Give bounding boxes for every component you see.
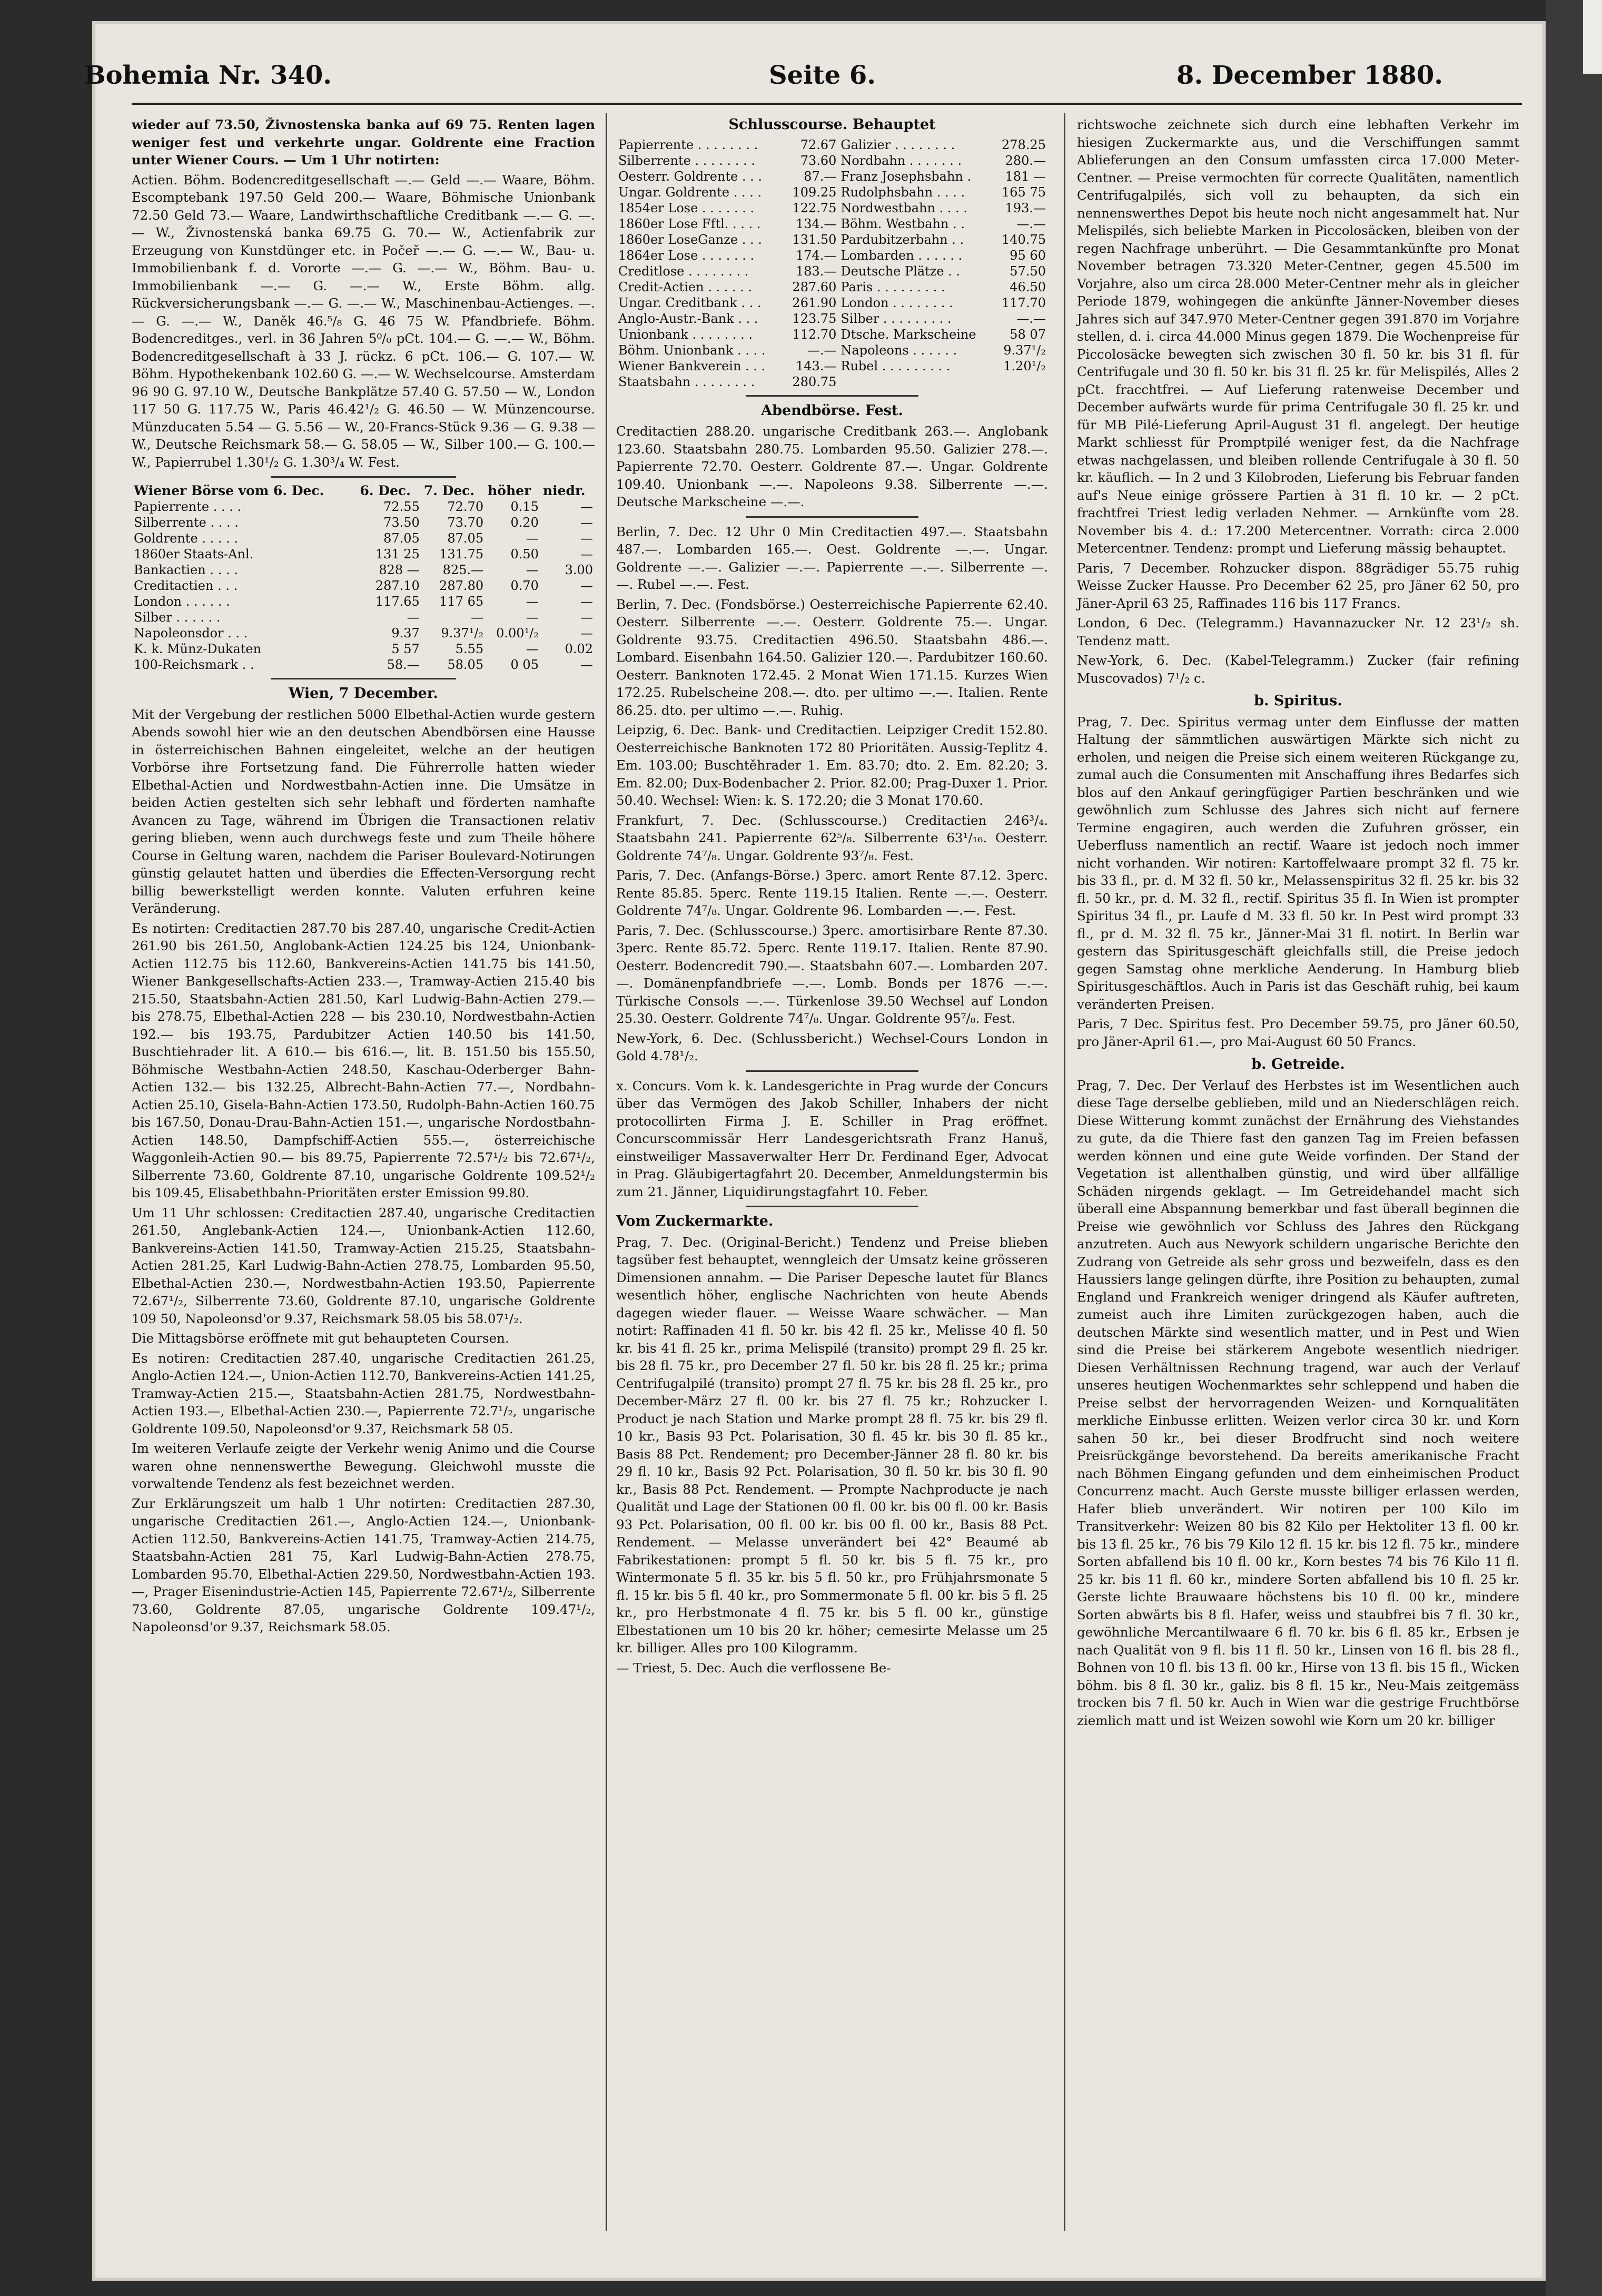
berlin-report-2: Berlin, 7. Dec. (Fondsbörse.) Oesterreichische Papierrente 62.40. Oesterr. Silberrente —.—. Oesterr. Goldrente 75.—. Ungar. Goldrente 93.75. Creditactien 496.50. Staatsbahn 486.—. Lombard. Eisenbahn 164.50. Galizier 120.—. Pardubitzer 160.60. Oesterr. Banknoten 172.45. 2 Monat Wien 171.15. Kurzes Wien 172.25. Rubelscheine 208.—. dto. per ultimo —.—. Italien. Rente 86.25. dto. per ultimo —.—. Ruhig. [616,596,1048,718]
column-3 [1077,116,1519,1731]
header-rule [132,103,1522,105]
divider [746,1206,918,1207]
table-row: Ungar. Goldrente . . . . 109.25 Rudolphsbahn . . . . 165 75 [618,184,1046,200]
triest-report: — Triest, 5. Dec. Auch die verflossene Be- [616,1660,891,1676]
mittag-quotes: Es notiren: Creditactien 287.40, ungarische Creditactien 261.25, Anglo-Actien 124.—, Union-Actien 112.70, Bankvereins-Actien 141.25, Tramway-Actien 215.—, Staatsbahn-Actien 281.75, Nordwestbahn-Actien 193.—, Elbethal-Actien 230.—, Papierrente 72.7¹/₂, ungarische Goldrente 109.50, Napoleonsd'or 9.37, Reichsmark 58 05. [132,1350,595,1436]
schlusscourse-heading: Schlusscourse. Behauptet [728,116,936,133]
paris-zucker: Paris, 7 December. Rohzucker dispon. 88grädiger 55.75 ruhig Weisse Zucker Hausse. Pro December 62 25, pro Jäner 62 50, pro Jäner-April 63 25, Raffinades 116 bis 117 Francs. [1077,560,1519,611]
schlusscourse-table [616,137,1048,390]
concurs-notice: x. Concurs. Vom k. k. Landesgerichte in Prag wurde der Concurs über das Vermögen des Jakob Schiller, Inhabers der nicht protocollirten Firma J. E. Schiller in Prag eröffnet. Concurscommissär Herr Landesgerichtsrath Franz Hanuš, einstweiliger Massaverwalter Herr Dr. Ferdinand Eger, Advocat in Prag. Gläubigertagfahrt 20. December, Anmeldungstermin bis zum 21. Jänner, Liquidirungstagfahrt 10. Feber. [616,1078,1048,1199]
london-zucker: London, 6 Dec. (Telegramm.) Havannazucker Nr. 12 23¹/₂ sh. Tendenz matt. [1077,615,1519,648]
leipzig-report: Leipzig, 6. Dec. Bank- und Creditactien. Leipziger Credit 152.80. Oesterreichische Banknoten 172 80 Prioritäten. Aussig-Teplitz 4. Em. 103.00; Buschtěhrader 1. Em. 83.70; dto. 2. Em. 82.20; 3. Em. 82.00; Dux-Bodenbacher 2. Prior. 82.00; Prag-Duxer 1. Prior. 50.40. Wechsel: Wien: k. S. 172.20; die 3 Monat 170.60. [616,722,1048,808]
column-divider [1064,113,1065,2231]
table-row: 1860er LoseGanze . . . 131.50 Pardubitzerbahn . . 140.75 [618,232,1046,247]
table-row: Bankactien . . . . 828 — 825.— — 3.00 [134,563,593,577]
paris-spiritus: Paris, 7 Dec. Spiritus fest. Pro December 59.75, pro Jäner 60.50, pro Jäner-April 61.—, pro Mai-August 60 50 Francs. [1077,1016,1519,1049]
berlin-report-1: Berlin, 7. Dec. 12 Uhr 0 Min Creditactien 497.—. Staatsbahn 487.—. Lombarden 165.—. Oest. Goldrente —.—. Ungar. Goldrente —.—. Galizier —.—. Papierrente —.—. Silberrente —.—. Rubel —.—. Fest. [616,524,1048,592]
table-row: 100-Reichsmark . . 58.— 58.05 0 05 — [134,657,593,672]
wiener-boerse-table: Wiener Börse vom 6. Dec. 6. Dec. 7. Dec. höher niedr. Papierrente . . . . 72.55 72.70 0.15 — Silberrente . . . . 73.50 73.70 0.20 — Goldrente . . . . . 87.05 87.05 — — 1860er Staats-Anl. 131 25 131.75 0.50 — Bankactien . . . . 828 — 825.— — 3.00 Creditactien . . . 287.10 287.80 0.70 — London . . . . . . 117.65 117 65 — — Silber . . . . . . — — — — Napoleonsdor . . . 9.37 9.37¹/₂ 0.00¹/₂ — K. k. Münz-Dukaten 5 57 5.55 — 0.02 100-Reichsmark . . 58.— 58.05 0 05 — [132,483,595,673]
weiter-report: Im weiteren Verlaufe zeigte der Verkehr wenig Animo und die Course waren ohne nennenswerthe Bewegung. Gleichwohl musste die vorwaltende Tendenz als fest bezeichnet werden. [132,1441,595,1491]
header-page-number: Seite 6. [769,61,876,90]
halb-report: Zur Erklärungszeit um halb 1 Uhr notirten: Creditactien 287.30, ungarische Creditactien 261.—, Anglo-Actien 124.—, Unionbank-Actien 112.50, Bankvereins-Actien 141.75, Tramway-Actien 214.75, Staatsbahn-Actien 281 75, Karl Ludwig-Bahn-Actien 278.75, Lombarden 95.70, Elbethal-Actien 229.50, Nordwestbahn-Actien 193.—, Prager Eisenindustrie-Actien 145, Papierrente 72.67¹/₂, Silberrente 73.60, Goldrente 87.05, ungarische Goldrente 109.47¹/₂, Napoleonsd'or 9.37, Reichsmark 58.05. [132,1495,595,1634]
table-row: Creditactien . . . 287.10 287.80 0.70 — [134,578,593,593]
newyork-report: New-York, 6. Dec. (Schlussbericht.) Wechsel-Cours London in Gold 4.78¹/₂. [616,1030,1048,1063]
getreide-report: Prag, 7. Dec. Der Verlauf des Herbstes ist im Wesentlichen auch diese Tage derselbe geblieben, mild und an Niederschlägen reich. Diese Witterung kommt zunächst der Ernährung des Viehstandes zu gute, da die Thiere fast den ganzen Tag im Freien befassen werden können und eine gute Weide vorfinden. Der Stand der Vegetation ist allenthalben günstig, und wird über allfällige Schäden nirgends geklagt. — Im Getreidehandel macht sich überall eine Abspannung bemerkbar und fast überall beginnen die Preise wie gewöhnlich vor Schluss des Jahres den Rückgang anzutreten. Auch aus Newyork schildern ungarische Berichte den Zudrang von Getreide als sehr gross und bezweifeln, dass es den Haussiers lange gelingen dürfte, ihre Position zu behaupten, zumal England und Frankreich weniger dringend als Käufer auftreten, zumeist auch ihre Limiten zurückgezogen haben, auch die deutschen Märkte sind wesentlich matter, und in Pest und Wien sind die Preise bei stärkerem Angebote wesentlich niedriger. Diesen Verhältnissen Rechnung tragend, war auch der Verlauf unseres heutigen Wochenmarktes sehr schleppend und haben die Preise selbst der hervorragenden Weizen- und Kornqualitäten merkliche Einbusse erlitten. Weizen verlor circa 30 kr. und Korn sahen 50 kr., bei dieser Brodfrucht sind noch weitere Preisrückgänge bevorstehend. Da bereits amerikanische Fracht nach Böhmen Eingang gefunden und dem einheimischen Product Concurrenz macht. Auch Gerste musste billiger erlassen werden, Hafer blieb unverändert. Wir notiren per 100 Kilo im Transitverkehr: Weizen 80 bis 82 Kilo per Hektoliter 13 fl. 00 kr. bis 13 fl. 25 kr., 76 bis 79 Kilo 12 fl. 15 kr. bis 12 fl. 75 kr., mindere Sorten abfallend bis 10 fl. 00 kr., Korn bestes 74 bis 76 Kilo 11 fl. 25 kr. bis 11 fl. 60 kr., mindere Sorten abfallend bis 10 fl. 25 kr. Gerste lichte Brauwaare höchstens bis 10 fl. 00 kr., mindere Sorten abwärts bis 8 fl. Hafer, weiss und staubfrei bis 7 fl. 30 kr., gewöhnliche Mercantilwaare 6 fl. 70 kr. bis 6 fl. 85 kr., Erbsen je nach Qualität von 9 fl. bis 11 fl. 50 kr., Linsen von 16 fl. bis 28 fl., Bohnen von 10 fl. bis 13 fl. 00 kr., Hirse von 13 fl. bis 15 fl., Wicken böhm. bis 8 fl. 30 kr., galiz. bis 8 fl. 15 kr., Neu-Mais zeitgemäss trocken bis 7 fl. 50 kr. Auch in Wien war die gestrige Fruchtbörse ziemlich matt und ist Weizen sowohl wie Korn um 20 kr. billiger [1077,1077,1519,1728]
table-row: Anglo-Austr.-Bank . . . 123.75 Silber . . . . . . . . . —.— [618,311,1046,326]
table-row: 1860er Lose Fftl. . . . . 134.— Böhm. Westbahn . . —.— [618,216,1046,231]
table-row: Papierrente . . . . . . . . 72.67 Galizier . . . . . . . . 278.25 [618,137,1046,152]
spiritus-heading: b. Spiritus. [1254,693,1342,709]
zuckermarkt-report: Prag, 7. Dec. (Original-Bericht.) Tendenz und Preise blieben tagsüber fest behauptet, wenngleich der Umsatz keine grösseren Dimensionen annahm. — Die Pariser Depesche lautet für Blancs wesentlich höher, englische Nachrichten von heute Abends dagegen wieder flauer. — Weisse Waare schwächer. — Man notirt: Raffinaden 41 fl. 50 kr. bis 42 fl. 25 kr., Melisse 40 fl. 50 kr. bis 41 fl. 25 kr., prima Melispilé (transito) prompt 29 fl. 25 kr. bis 28 fl. 75 kr., pro December 27 fl. 50 kr. bis 28 fl. 25 kr.; prima Centrifugalpilé (transito) prompt 27 fl. 75 kr. bis 28 fl. 25 kr., pro December-März 27 fl. 00 kr. bis 27 fl. 75 kr.; Rohzucker I. Product je nach Station und Marke prompt 28 fl. 75 kr. bis 29 fl. 10 kr., Basis 93 Pct. Polarisation, 30 fl. 45 kr. bis 30 fl. 85 kr., Basis 88 Pct. Rendement; pro December-Jänner 28 fl. 80 kr. bis 29 fl. 10 kr., Basis 92 Pct. Polarisation, 30 fl. 50 kr. bis 30 fl. 90 kr., Basis 88 Pct. Rendement. — Prompte Nachproducte je nach Qualität und Lage der Stationen 00 fl. 00 kr. bis 00 fl. 00 kr. Basis 93 Pct. Polarisation, 00 fl. 00 kr. bis 00 fl. 00 kr., Basis 88 Pct. Rendement. — Melasse unverändert bei 42° Beaumé ab Fabrikestationen: prompt 5 fl. 50 kr. bis 5 fl. 75 kr., pro Wintermonate 5 fl. 35 kr. bis 5 fl. 50 kr., pro Frühjahrsmonate 5 fl. 15 kr. bis 5 fl. 40 kr., pro Sommermonate 5 fl. 00 kr. bis 5 fl. 25 kr., pro Herbstmonate 4 fl. 75 kr. bis 5 fl. 00 kr., günstige Elbestationen um 10 bis 20 kr. höher; cemesirte Melasse um 25 kr. billiger. Alles pro 100 Kilogramm. [616,1234,1048,1656]
notirten-report: Es notirten: Creditactien 287.70 bis 287.40, ungarische Credit-Actien 261.90 bis 261.50, Anglobank-Actien 124.25 bis 124, Unionbank-Actien 112.75 bis 112.60, Bankvereins-Actien 141.75 bis 141.50, Wiener Bankgesellschafts-Actien 233.—, Tramway-Actien 215.40 bis 215.50, Staatsbahn-Actien 281.50, Karl Ludwig-Bahn-Actien 279.— bis 278.75, Elbethal-Actien 228 — bis 230.10, Nordwestbahn-Actien 192.— bis 193.75, Pardubitzer Actien 140.50 bis 141.50, Buschtiehrader lit. A 610.— bis 616.—, lit. B. 151.50 bis 155.50, Böhmische Westbahn-Actien 248.50, Kaschau-Oderberger Bahn-Actien 132.— bis 132.25, Albrecht-Bahn-Actien 77.—, Nordbahn-Actien 25.10, Gisela-Bahn-Actien 173.50, Rudolph-Bahn-Actien 160.75 bis 167.50, Donau-Drau-Bahn-Actien 151.—, ungarische Nordostbahn-Actien 148.50, Dampfschiff-Actien 555.—, österreichische Waggonleih-Actien 90.— bis 89.75, Papierrente 72.57¹/₂ bis 72.67¹/₂, Silberrente 73.60, Goldrente 87.10, ungarische Goldrente 109.52¹/₂ bis 109.45, Elisabethbahn-Prioritäten erster Emission 99.80. [132,920,595,1200]
column-2 [616,116,1048,1679]
table-row: K. k. Münz-Dukaten 5 57 5.55 — 0.02 [134,642,593,656]
market-intro: wieder auf 73.50, Živnostenska banka auf 69 75. Renten lagen weniger fest und verkehrte ungar. Goldrente eine Fraction unter Wiener Cours. — Um 1 Uhr notirten: [132,117,595,167]
table-row: Silberrente . . . . 73.50 73.70 0.20 — [134,515,593,530]
divider [746,516,918,518]
column-1 [132,116,595,1638]
wien-report: Mit der Vergebung der restlichen 5000 Elbethal-Actien wurde gestern Abends sowohl hier wie an den deutschen Abendbörsen eine Hausse in österreichischen Bahnen eingeleitet, welche an der heutigen Vorbörse ihre Fortsetzung fand. Die Führerrolle hatten wieder Elbethal-Actien und Nordwestbahn-Actien inne. Die Umsätze in beiden Actien gestelten sich sehr lebhaft und förderten namhafte Avancen zu Tage, während im Übrigen die Transactionen relativ gering blieben, wenn auch durchwegs feste und zum Theile höhere Course in Geltung waren, nachdem die Pariser Boulevard-Notirungen günstig gelautet hatten und überdies die Effecten-Versorgung recht billig bewerkstelligt werden konnte. Valuten erfuhren keine Veränderung. [132,706,595,916]
table-row: Staatsbahn . . . . . . . . 280.75 [618,374,837,389]
divider [746,1070,918,1072]
abendboerse-heading: Abendbörse. Fest. [761,402,903,419]
divider [271,476,456,478]
divider [746,395,918,397]
mittag-report: Die Mittagsbörse eröffnete mit gut behaupteten Coursen. [132,1331,509,1346]
table-title: Wiener Börse vom 6. Dec. [134,483,324,498]
getreide-heading: b. Getreide. [1251,1056,1345,1072]
actien-listing: Actien. Böhm. Bodencreditgesellschaft —.— Geld —.— Waare, Böhm. Escomptebank 197.50 Geld 200.— Waare, Böhmische Unionbank 72.50 Geld 73.— Waare, Landwirthschaftliche Creditbank —.— G. —.— W., Živnostenská banka 69.75 G. 70.— W., Actienfabrik zur Erzeugung von Kunstdünger etc. in Počeř —.— G. —.— W., Bau- u. Immobilienbank f. d. Vororte —.— G. —.— W., Böhm. Bau- u. Immobilienbank —.— G. —.— W., Erste Böhm. allg. Rückversicherungsbank —.— G. —.— W., Maschinenbau-Actienges. —.— G. —.— W., Daněk 46.⁵/₈ G. 46 75 W. Pfandbriefe. Böhm. Bodencreditges., verl. in 36 Jahren 5⁰/₀ pCt. 104.— G. —.— W., Böhm. Bodencreditgesellschaft à 33 J. rückz. 6 pCt. 106.— G. 107.— W. Böhm. Hypothekenbank 102.60 G. —.— W. Wechselcourse. Amsterdam 96 90 G. 97.10 W., Deutsche Bankplätze 57.40 G. 57.50 — W., London 117 50 G. 117.75 W., Paris 46.42¹/₂ G. 46.50 — W. Münzencourse. Münzducaten 5.54 — G. 5.56 — W., 20-Francs-Stück 9.36 — G. 9.38 — W., Deutsche Reichsmark 58.— G. 58.05 — W., Silber 100.— G. 100.— W., Papierrubel 1.30¹/₂ G. 1.30³/₄ W. Fest. [132,172,595,470]
table-row: Napoleonsdor . . . 9.37 9.37¹/₂ 0.00¹/₂ — [134,626,593,640]
table-row: Oesterr. Goldrente . . . 87.— Franz Josephsbahn . 181 — [618,169,1046,184]
table-row: Papierrente . . . . 72.55 72.70 0.15 — [134,499,593,514]
table-row: Creditlose . . . . . . . . 183.— Deutsche Plätze . . 57.50 [618,263,1046,279]
newyork-zucker: New-York, 6. Dec. (Kabel-Telegramm.) Zucker (fair refining Muscovados) 7¹/₂ c. [1077,653,1519,686]
table-row: Unionbank . . . . . . . . 112.70 Dtsche. Markscheine 58 07 [618,327,1046,342]
zuckermarkt-heading: Vom Zuckermarkte. [616,1213,774,1229]
table-row: Ungar. Creditbank . . . 261.90 London . . . . . . . . 117.70 [618,295,1046,310]
paris-report-2: Paris, 7. Dec. (Schlusscourse.) 3perc. amortisirbare Rente 87.30. 3perc. Rente 85.72. 5perc. Rente 119.17. Italien. Rente 87.90. Oesterr. Bodencredit 790.—. Staatsbahn 607.—. Lombarden 207.—. Domänenpfandbriefe —.—. Lomb. Bonds per 1876 —.—. Türkische Consols —.—. Türkenlose 39.50 Wechsel auf London 25.30. Oesterr. Goldrente 74⁷/₈. Ungar. Goldrente 95⁷/₈. Fest. [616,922,1048,1026]
table-row: London . . . . . . 117.65 117 65 — — [134,594,593,609]
table-row: Wiener Bankverein . . . 143.— Rubel . . . . . . . . . 1.20¹/₂ [618,358,1046,373]
column-divider [606,113,607,2231]
header-date: 8. December 1880. [1176,61,1443,90]
wien-heading: Wien, 7 December. [289,685,438,702]
divider [271,678,456,679]
table-row: 1864er Lose . . . . . . . 174.— Lombarden . . . . . . 95 60 [618,248,1046,263]
abendboerse-report: Creditactien 288.20. ungarische Creditbank 263.—. Anglobank 123.60. Staatsbahn 280.75. Lombarden 95.50. Galizier 278.—. Papierrente 72.70. Oesterr. Goldrente 87.—. Ungar. Goldrente 109.40. Unionbank —.—. Napoleons 9.38. Silberrente —.—. Deutsche Markscheine —.—. [616,423,1048,509]
table-row: Goldrente . . . . . 87.05 87.05 — — [134,531,593,546]
book-spine [0,0,92,2296]
paris-report-1: Paris, 7. Dec. (Anfangs-Börse.) 3perc. amort Rente 87.12. 3perc. Rente 85.85. 5perc. Rente 119.15 Italien. Rente —.—. Oesterr. Goldrente 74⁷/₈. Ungar. Goldrente 96. Lombarden —.—. Fest. [616,868,1048,918]
table-row: Credit-Actien . . . . . . 287.60 Paris . . . . . . . . . 46.50 [618,279,1046,294]
table-row: Silber . . . . . . — — — — [134,610,593,625]
table-row: 1854er Lose . . . . . . . 122.75 Nordwestbahn . . . . 193.— [618,200,1046,215]
spiritus-report: Prag, 7. Dec. Spiritus vermag unter dem Einflusse der matten Haltung der sämmtlichen auswärtigen Märkte sich nicht zu erholen, und neigen die Preise sich einem weiteren Rückgange zu, zumal auch die Consumenten mit Anschaffung ihres Bedarfes sich blos auf den Ankauf geringfügiger Partien beschränken und wie gewöhnlich zum Schlusse des Jahres sich nicht auf fernere Termine engagiren, auch werden die Zufuhren grösser, ein Ueberfluss namentlich an rectif. Waare ist jedoch noch immer nicht vorhanden. Wir notiren: Kartoffelwaare prompt 32 fl. 75 kr. bis 33 fl., pr. d. M 32 fl. 50 kr., Melassenspiritus 32 fl. 25 kr. bis 32 fl. 50 kr., pr. d. M. 32 fl., rectif. Spiritus 35 fl. In Wien ist prompter Spiritus 34 fl., pr. Laufe d M. 33 fl. 50 kr. In Pest wird prompt 33 fl., pr d. M. 32 fl. 75 kr., Jänner-Mai 31 fl. notirt. In Berlin war gestern das Spiritusgeschäft gleichfalls still, die Preise jedoch gegen Samstag ohne merkliche Aenderung. In Hamburg blieb Spiritusgeschäftlos. Auch in Paris ist das Geschäft ruhig, bei kaum veränderten Preisen. [1077,714,1519,1012]
um11-report: Um 11 Uhr schlossen: Creditactien 287.40, ungarische Creditactien 261.50, Anglebank-Actien 124.—, Unionbank-Actien 112.60, Bankvereins-Actien 141.50, Tramway-Actien 215.25, Staatsbahn-Actien 281.25, Karl Ludwig-Bahn-Actien 278.75, Lombarden 95.50, Elbethal-Actien 230.—, Nordwestbahn-Actien 193.50, Papierrente 72.67¹/₂, Silberrente 73.60, Goldrente 87.10, ungarische Goldrente 109 50, Napoleonsd'or 9.37, Reichsmark 58.05 bis 58.07¹/₂. [132,1205,595,1326]
frankfurt-report: Frankfurt, 7. Dec. (Schlusscourse.) Creditactien 246³/₄. Staatsbahn 241. Papierrente 62⁵/₈. Silberrente 63¹/₁₆. Oesterr. Goldrente 74⁷/₈. Ungar. Goldrente 93⁷/₈. Fest. [616,812,1048,863]
header-publication: Bohemia Nr. 340. [84,61,332,90]
page-edge [1546,0,1602,2296]
table-row: Böhm. Unionbank . . . . —.— Napoleons . . . . . . 9.37¹/₂ [618,342,1046,358]
page-header [84,55,1464,103]
table-row: 1860er Staats-Anl. 131 25 131.75 0.50 — [134,547,593,561]
zucker-continued: richtswoche zeichnete sich durch eine lebhaften Verkehr im hiesigen Zuckermarkte aus, und die Verschiffungen sammt Ablieferungen an den Consum umfassten circa 17.000 Meter-Centner. — Preise vermochten für correcte Qualitäten, namentlich Centrifugalpilés, sich voll zu behaupten, da sich ein nennenswerthes Depot bis heute noch nicht angesammelt hat. Nur Melispilés, sich beliebte Marken in Piccolosäcken, bleiben von der regen Nachfrage unberührt. — Die Gesammtankünfte pro Monat November betragen 73.320 Meter-Centner, gegen 45.500 im Vorjahre, also um circa 28.000 Meter-Centner mehr als in gleicher Periode 1879, wohingegen die ankünfte Jänner-November dieses Jahres sich auf 347.970 Meter-Centner gegen 391.870 im Vorjahre stellen, d. i. circa 44.000 Minus gegen 1879. Die Wochenpreise für Piccolosäcke bewegten sich zwischen 30 fl. 50 kr. bis 31 fl. für Centrifugale und 30 fl. 50 kr. bis 31 fl. 25 kr. für Melispilés, Alles 2 pCt. fracchtfrei. — Auf Lieferung ratenweise December und December aufwärts wurde für prima Centrifugale 30 fl. 25 kr. und für MB Pilé-Lieferung April-August 31 fl. angelegt. Der heutige Markt schliesst für Promptpilé weniger fest, da die Nachfrage etwas nachgelassen, und bleiben rollende Centrifugale à 30 fl. 50 kr. käuflich. — In 2 und 3 Kilobroden, Lieferung bis Februar fanden auf's Neue einige grössere Partien à 31 fl. 10 kr. — 2 pCt. frachtfrei Triest ledig verladen Nehmer. — Arnkünfte vom 28. November bis 4. d.: 17.200 Metercentner. Vorrath: circa 2.000 Metercentner. Tendenz: prompt und Lieferung mässig behauptet. [1077,117,1519,556]
table-row: Silberrente . . . . . . . . 73.60 Nordbahn . . . . . . . 280.— [618,153,1046,168]
